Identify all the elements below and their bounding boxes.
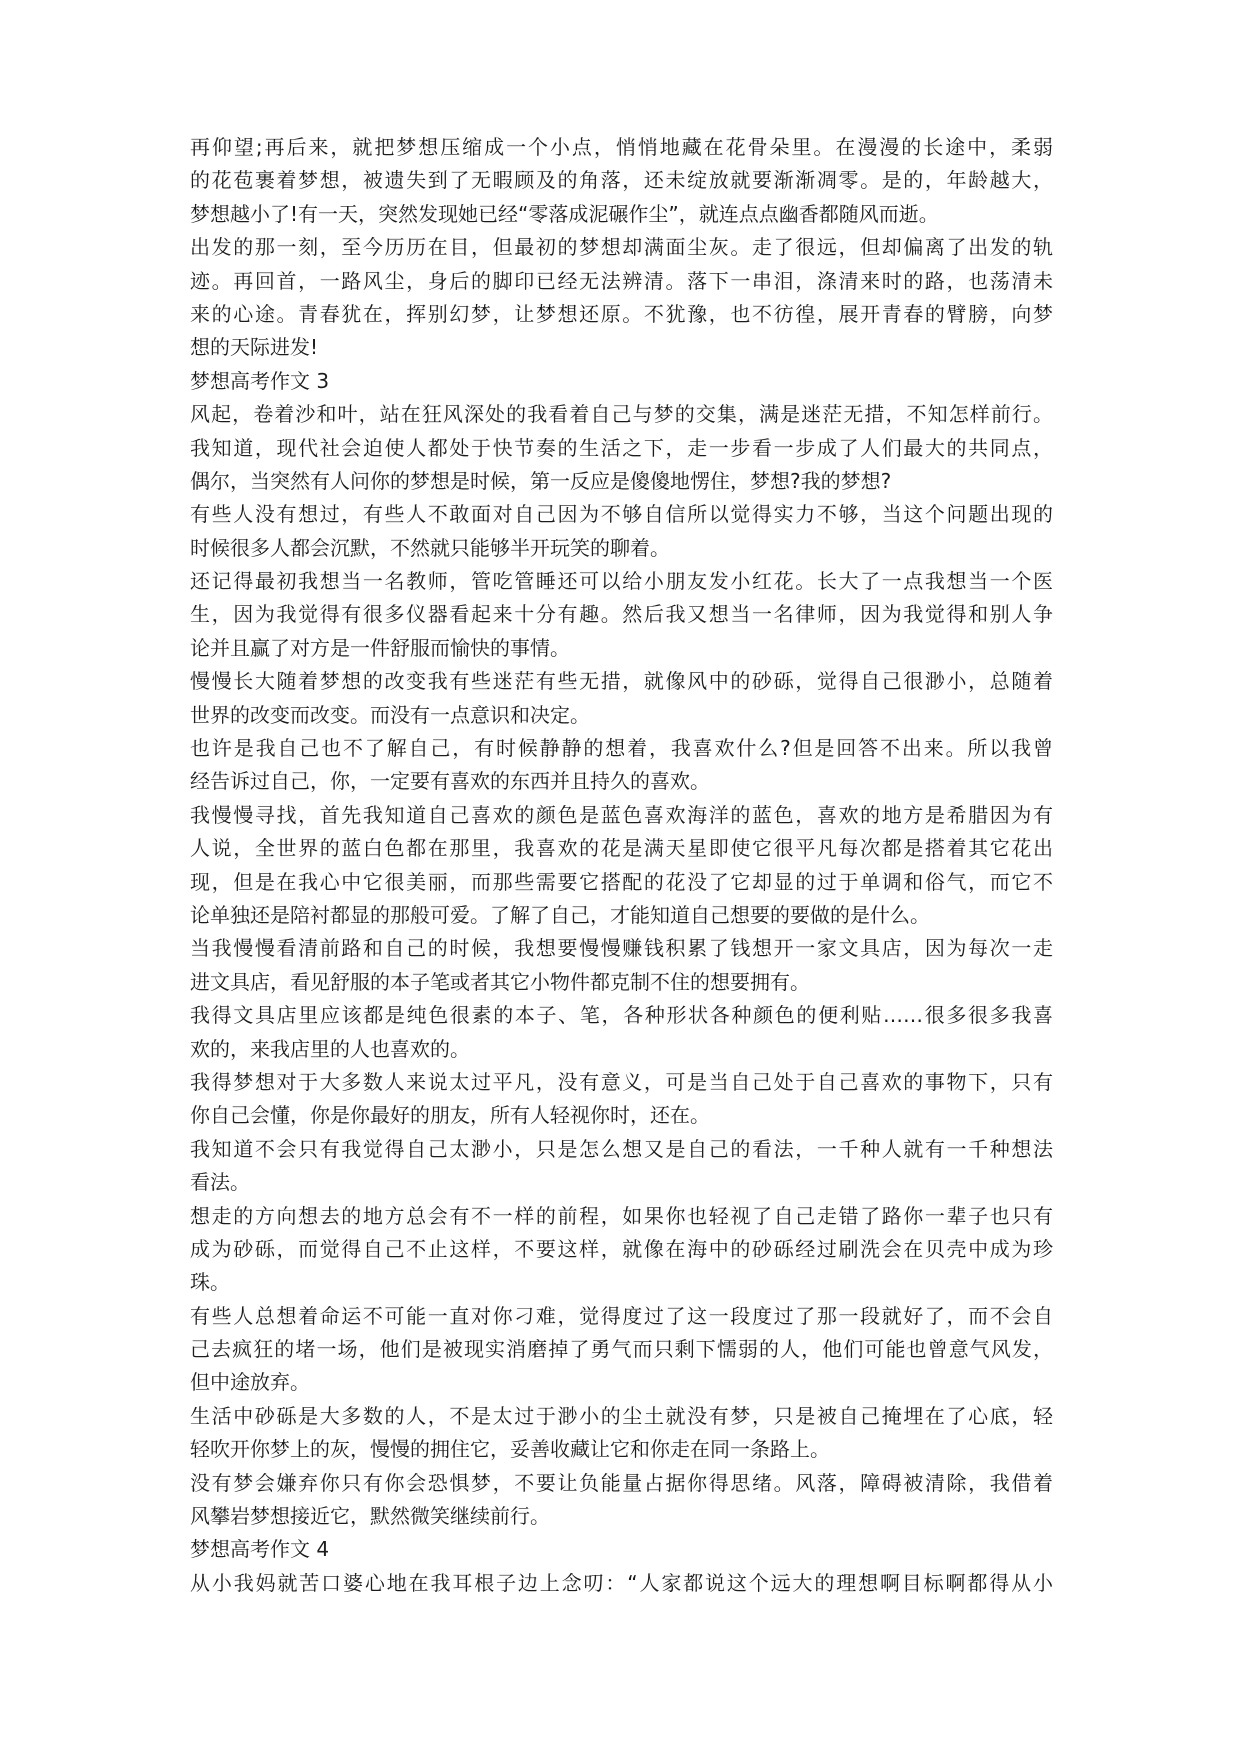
essay-heading: 梦想高考作文 3 [190, 368, 330, 393]
text-line: 再仰望;再后来，就把梦想压缩成一个小点，悄悄地藏在花骨朵里。在漫漫的长途中，柔弱 [190, 135, 1053, 159]
text-line: 有些人没有想过，有些人不敢面对自己因为不够自信所以觉得实力不够，当这个问题出现的 [190, 502, 1053, 527]
text-line: 出发的那一刻，至今历历在目，但最初的梦想却满面尘灰。走了很远，但却偏离了出发的轨 [190, 235, 1053, 260]
essay-section [190, 1533, 1053, 1600]
text-line: 风攀岩梦想接近它，默然微笑继续前行。 [190, 1504, 550, 1529]
essay-section [190, 365, 1053, 1534]
paragraph [190, 1467, 1053, 1534]
text-line: 慢慢长大随着梦想的改变我有些迷茫有些无措，就像风中的砂砾，觉得自己很渺小，总随着 [190, 669, 1053, 694]
text-line: 论单独还是陪衬都显的那般可爱。了解了自己，才能知道自己想要的要做的是什么。 [190, 902, 930, 927]
essay-section [190, 131, 1053, 365]
text-line: 没有梦会嫌弃你只有你会恐惧梦，不要让负能量占据你得思绪。风落，障碍被清除，我借着 [190, 1470, 1053, 1495]
text-line: 梦想越小了!有一天，突然发现她已经“零落成泥碾作尘”，就连点点幽香都随风而逝。 [190, 201, 939, 226]
text-line: 欢的，来我店里的人也喜欢的。 [190, 1036, 470, 1061]
paragraph [190, 999, 1053, 1066]
text-line: 当我慢慢看清前路和自己的时候，我想要慢慢赚钱积累了钱想开一家文具店，因为每次一走 [190, 936, 1053, 961]
text-line: 珠。 [190, 1270, 230, 1295]
text-line: 我知道，现代社会迫使人都处于快节奏的生活之下，走一步看一步成了人们最大的共同点， [190, 435, 1053, 460]
text-line: 来的心途。青春犹在，挥别幻梦，让梦想还原。不犹豫，也不彷徨，展开青春的臂膀，向梦 [190, 301, 1053, 326]
text-line: 生活中砂砾是大多数的人，不是太过于渺小的尘土就没有梦，只是被自己掩埋在了心底，轻 [190, 1403, 1053, 1428]
paragraph [190, 398, 1053, 498]
text-line: 有些人总想着命运不可能一直对你刁难，觉得度过了这一段度过了那一段就好了，而不会自 [190, 1303, 1053, 1328]
text-line: 经告诉过自己，你，一定要有喜欢的东西并且持久的喜欢。 [190, 769, 710, 794]
text-line: 想走的方向想去的地方总会有不一样的前程，如果你也轻视了自己走错了路你一辈子也只有 [190, 1203, 1053, 1228]
paragraph [190, 799, 1053, 933]
text-line: 想的天际进发! [190, 335, 319, 360]
text-line: 你自己会懂，你是你最好的朋友，所有人轻视你时，还在。 [190, 1103, 710, 1128]
text-line: 也许是我自己也不了解自己，有时候静静的想着，我喜欢什么?但是回答不出来。所以我曾 [190, 736, 1053, 761]
text-line: 论并且赢了对方是一件舒服而愉快的事情。 [190, 635, 570, 660]
text-line: 的花苞裹着梦想，被遗失到了无暇顾及的角落，还未绽放就要渐渐凋零。是的，年龄越大， [190, 168, 1053, 193]
paragraph [190, 732, 1053, 799]
text-line: 成为砂砾，而觉得自己不止这样，不要这样，就像在海中的砂砾经过刷洗会在贝壳中成为珍 [190, 1236, 1053, 1261]
text-line: 偶尔，当突然有人问你的梦想是时候，第一反应是傻傻地愣住，梦想?我的梦想? [190, 468, 892, 493]
paragraph [190, 1200, 1053, 1300]
text-line: 风起，卷着沙和叶，站在狂风深处的我看着自己与梦的交集，满是迷茫无措，不知怎样前行。 [190, 402, 1053, 427]
text-line: 人说，全世界的蓝白色都在那里，我喜欢的花是满天星即使它很平凡每次都是搭着其它花出 [190, 836, 1053, 861]
paragraph [190, 131, 1053, 231]
text-line: 看法。 [190, 1170, 250, 1195]
text-line: 我得梦想对于大多数人来说太过平凡，没有意义，可是当自己处于自己喜欢的事物下，只有 [190, 1069, 1053, 1094]
paragraph [190, 665, 1053, 732]
text-line: 己去疯狂的堵一场，他们是被现实消磨掉了勇气而只剩下懦弱的人，他们可能也曾意气风发， [190, 1337, 1053, 1362]
text-line: 还记得最初我想当一名教师，管吃管睡还可以给小朋友发小红花。长大了一点我想当一个医 [190, 569, 1053, 594]
text-line: 我知道不会只有我觉得自己太渺小，只是怎么想又是自己的看法，一千种人就有一千种想法 [190, 1136, 1053, 1161]
text-line: 我慢慢寻找，首先我知道自己喜欢的颜色是蓝色喜欢海洋的蓝色，喜欢的地方是希腊因为有 [190, 802, 1053, 827]
text-line: 进文具店，看见舒服的本子笔或者其它小物件都克制不住的想要拥有。 [190, 969, 810, 994]
document-body [190, 131, 1053, 1600]
text-line: 世界的改变而改变。而没有一点意识和决定。 [190, 702, 590, 727]
text-line: 现，但是在我心中它很美丽，而那些需要它搭配的花没了它却显的过于单调和俗气，而它不 [190, 869, 1053, 894]
paragraph [190, 565, 1053, 665]
text-line: 生，因为我觉得有很多仪器看起来十分有趣。然后我又想当一名律师，因为我觉得和别人争 [190, 602, 1053, 627]
paragraph [190, 1567, 1053, 1600]
text-line: 从小我妈就苦口婆心地在我耳根子边上念叨：“人家都说这个远大的理想啊目标啊都得从小 [190, 1570, 1053, 1595]
paragraph [190, 1066, 1053, 1133]
text-line: 轻吹开你梦上的灰，慢慢的拥住它，妥善收藏让它和你走在同一条路上。 [190, 1437, 830, 1462]
text-line: 但中途放弃。 [190, 1370, 310, 1395]
paragraph [190, 1300, 1053, 1400]
paragraph [190, 1400, 1053, 1467]
paragraph [190, 231, 1053, 365]
paragraph [190, 498, 1053, 565]
paragraph [190, 1133, 1053, 1200]
paragraph [190, 932, 1053, 999]
text-line: 时候很多人都会沉默，不然就只能够半开玩笑的聊着。 [190, 535, 670, 560]
text-line: 迹。再回首，一路风尘，身后的脚印已经无法辨清。落下一串泪，涤清来时的路，也荡清未 [190, 268, 1053, 293]
text-line: 我得文具店里应该都是纯色很素的本子、笔，各种形状各种颜色的便利贴……很多很多我喜 [190, 1003, 1053, 1028]
essay-heading: 梦想高考作文 4 [190, 1537, 330, 1562]
